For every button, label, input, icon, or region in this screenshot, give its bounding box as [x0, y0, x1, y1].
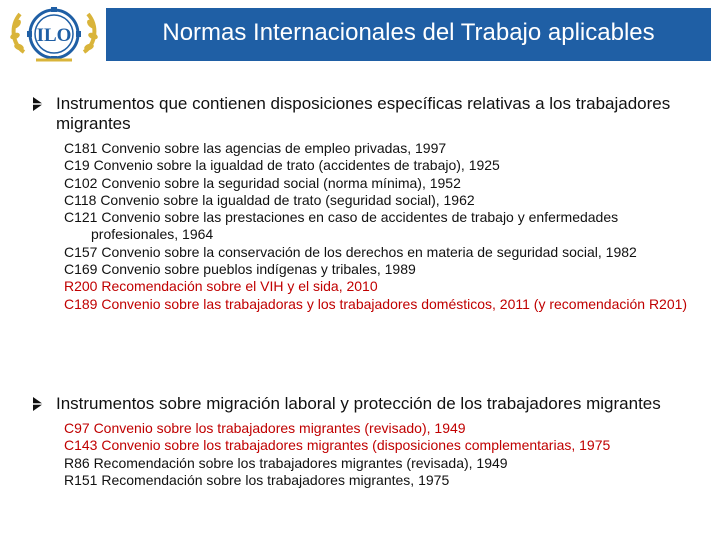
instrument-item: C19 Convenio sobre la igualdad de trato (accidentes de trabajo), 1925 [64, 157, 500, 174]
page-title: Normas Internacionales del Trabajo aplicables [162, 19, 655, 46]
section-heading: Instrumentos sobre migración laboral y protección de los trabajadores migrantes [56, 394, 661, 413]
instrument-list [64, 420, 706, 489]
section-migration-instruments [32, 394, 706, 489]
instrument-item: C143 Convenio sobre los trabajadores migrantes (disposiciones complementarias, 1975 [64, 437, 611, 454]
instrument-item: C181 Convenio sobre las agencias de empleo privadas, 1997 [64, 140, 447, 156]
section-specific-instruments [32, 94, 706, 313]
section-heading: Instrumentos que contienen disposiciones específicas relativas a los trabajadores migrantes [56, 94, 671, 133]
instrument-item: C189 Convenio sobre las trabajadoras y los trabajadores domésticos, 2011 (y recomendación R201) [64, 295, 688, 312]
arrow-bullet-icon [32, 96, 44, 112]
instrument-item: C157 Convenio sobre la conservación de los derechos en materia de seguridad social, 1982 [64, 243, 637, 260]
instrument-list [64, 140, 706, 313]
instrument-item: R200 Recomendación sobre el VIH y el sida, 2010 [64, 278, 378, 295]
instrument-item: C102 Convenio sobre la seguridad social (norma mínima), 1952 [64, 174, 461, 191]
ilo-logo [6, 4, 102, 66]
instrument-item: R86 Recomendación sobre los trabajadores migrantes (revisada), 1949 [64, 454, 508, 471]
section-heading-row [32, 394, 706, 414]
logo-text: ILO [36, 25, 72, 46]
instrument-item: R151 Recomendación sobre los trabajadores migrantes, 1975 [64, 471, 450, 488]
instrument-item: C97 Convenio sobre los trabajadores migrantes (revisado), 1949 [64, 420, 466, 436]
instrument-item: C169 Convenio sobre pueblos indígenas y tribales, 1989 [64, 261, 416, 278]
section-heading-row [32, 94, 706, 134]
arrow-bullet-icon [32, 396, 44, 412]
header-bar [106, 8, 711, 61]
instrument-item: C121 Convenio sobre las prestaciones en caso de accidentes de trabajo y enfermedades profesionales, 1964 [64, 209, 619, 243]
instrument-item: C118 Convenio sobre la igualdad de trato (seguridad social), 1962 [64, 191, 475, 208]
